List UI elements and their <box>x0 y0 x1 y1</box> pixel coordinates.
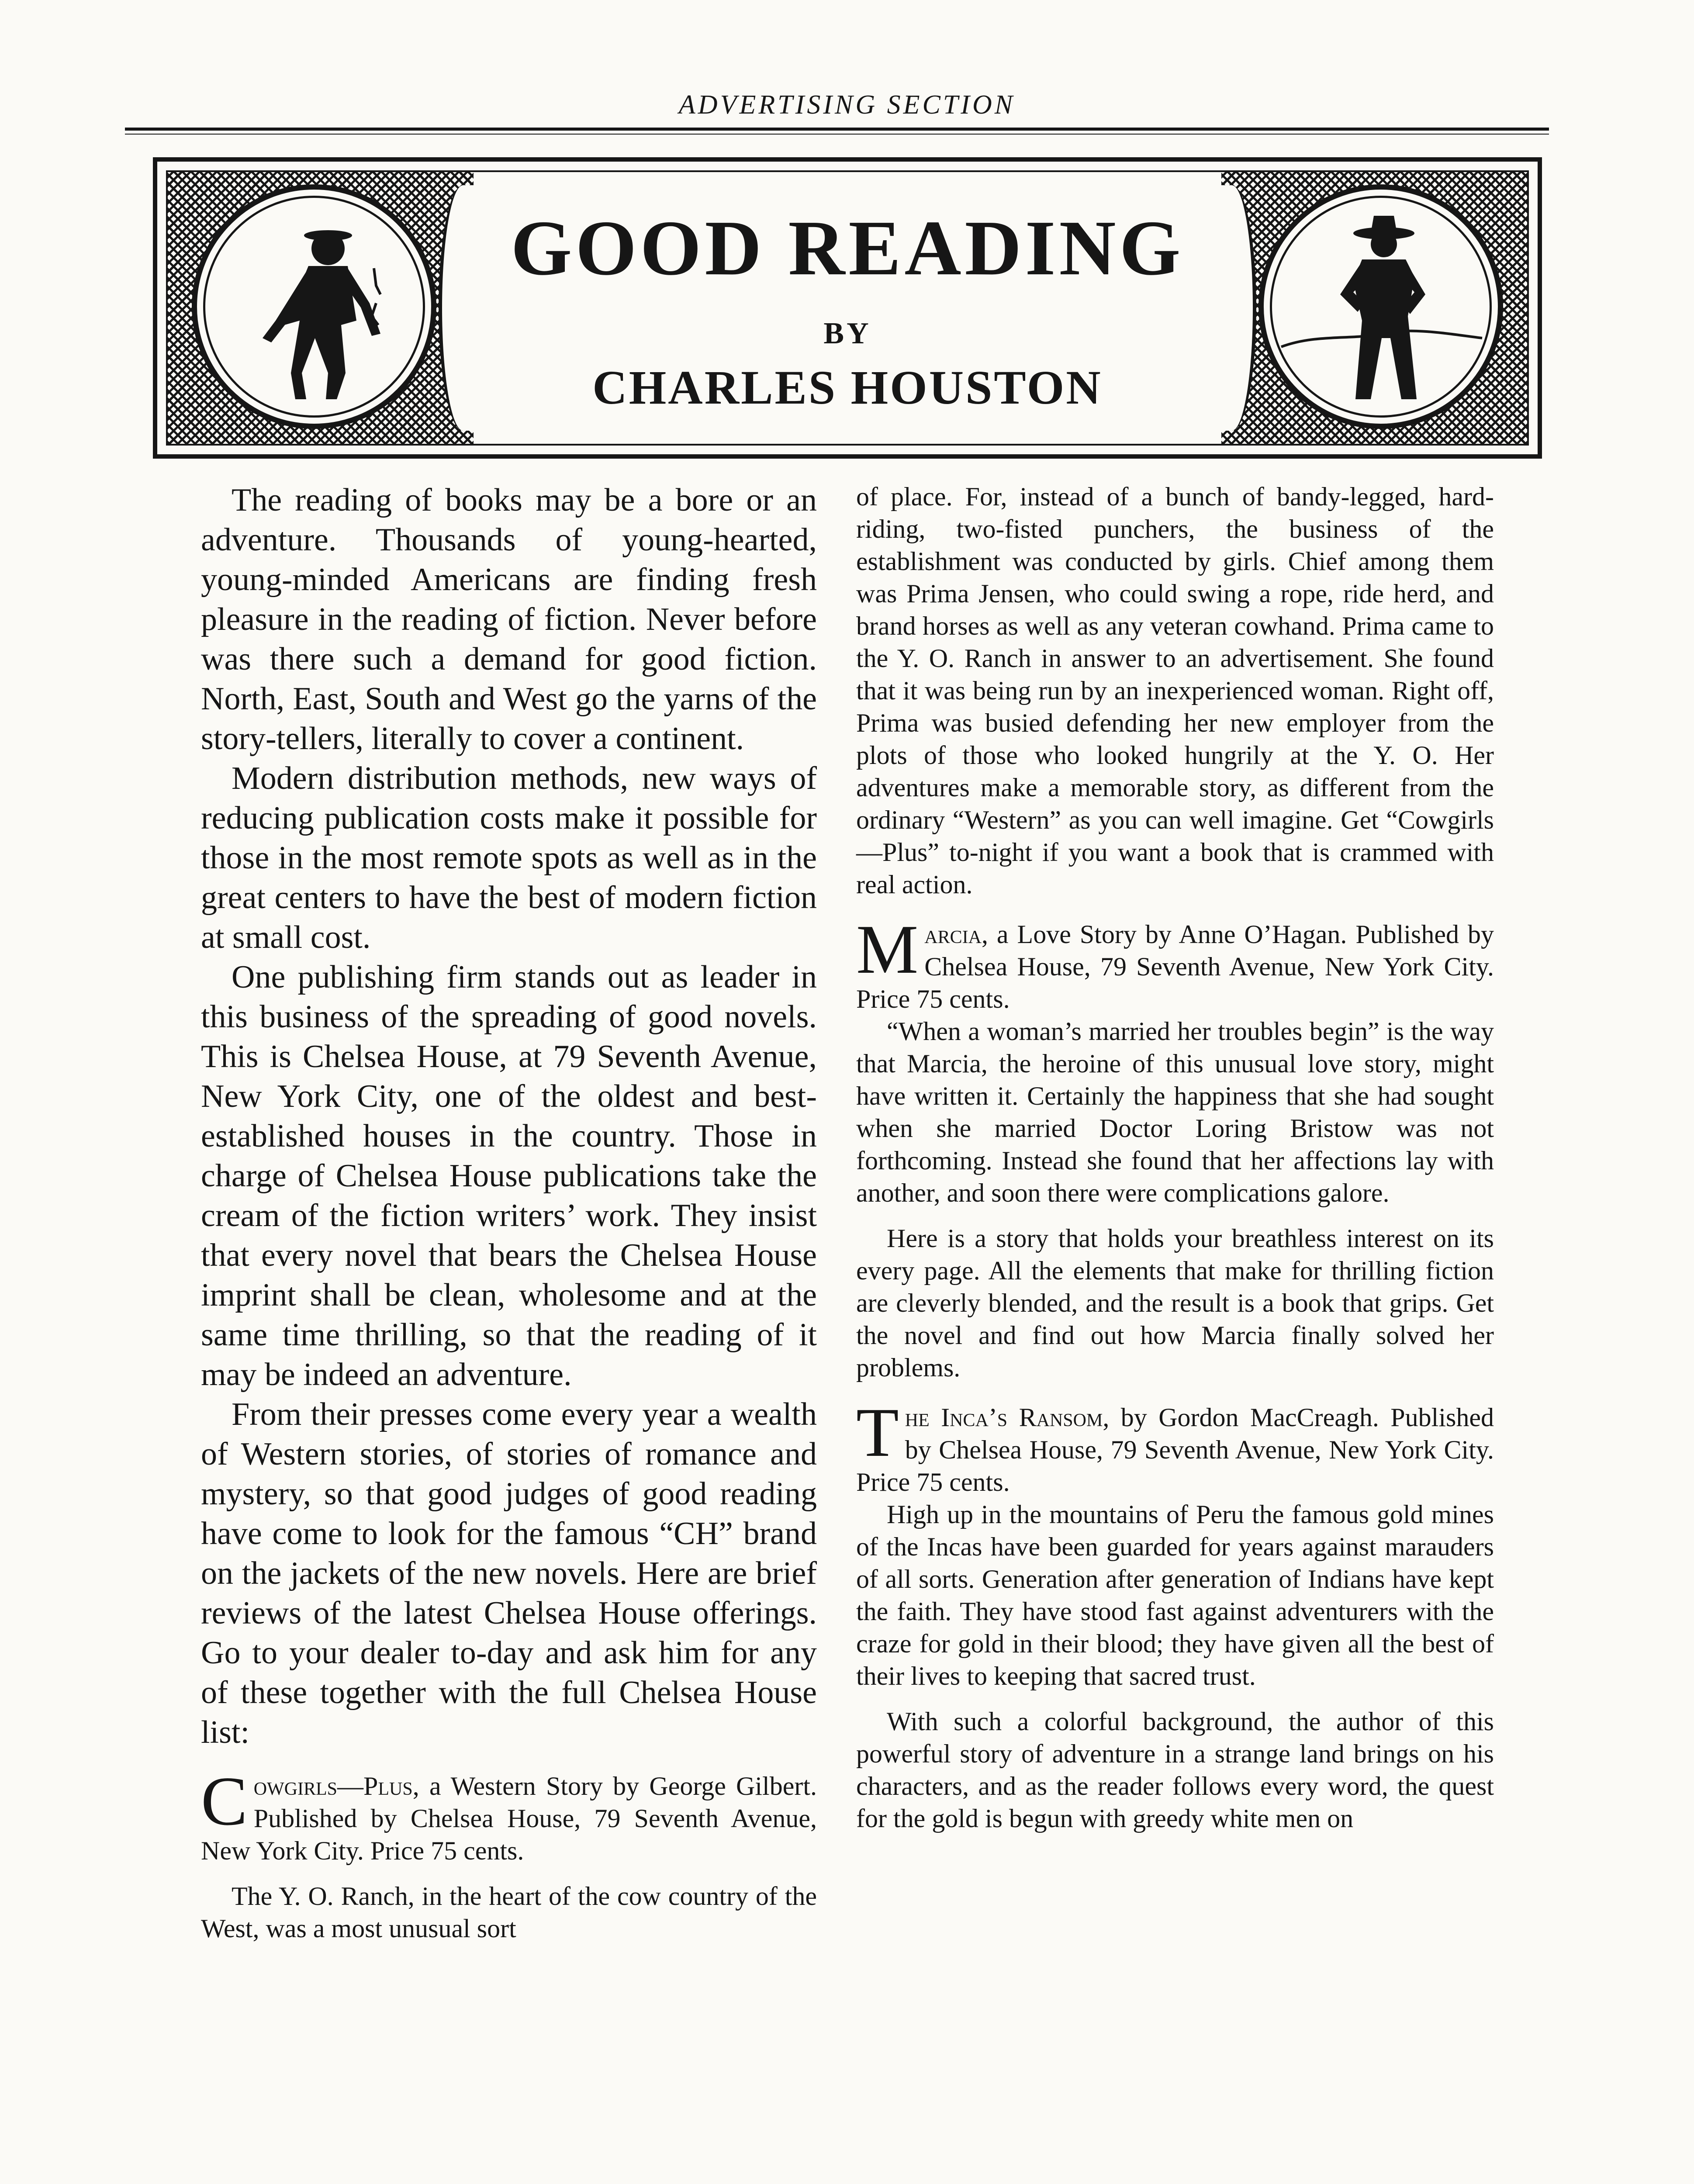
review-publication-info: , a Love Story by Anne O’Hagan. Published by Chelsea House, 79 Seventh Avenue, New York City. Price 75 cents. <box>856 920 1494 1013</box>
header-rule-thin <box>125 134 1549 135</box>
byline-label: BY <box>823 317 871 350</box>
review-cowgirls-plus <box>201 1762 817 1945</box>
drop-cap: C <box>201 1762 248 1840</box>
banner-inner-frame <box>166 170 1529 446</box>
review-publication-info: , by Gordon MacCreagh. Published by Chelsea House, 79 Seventh Avenue, New York City. Price 75 cents. <box>856 1403 1494 1496</box>
review-title: arcia <box>924 920 982 949</box>
review-body: “When a woman’s married her troubles begin” is the way that Marcia, the heroine of this unusual love story, might have written it. Certainly the happiness that she had sought when she married Doctor Loring Bristow was not forthcoming. Instead she found that her affections lay with another, and soon there were complications galore. <box>856 1017 1494 1207</box>
review-heading <box>201 1762 817 1867</box>
title-banner <box>153 157 1542 459</box>
page-title: GOOD READING <box>511 204 1184 291</box>
review-heading <box>856 1393 1494 1498</box>
review-body-continued: of place. For, instead of a bunch of bandy-legged, hard-riding, two-fisted punchers, the business of the establishment was conducted by girls. Chief among them was Prima Jensen, who could swing a rope, ride herd, and brand horses as well as any veteran cowhand. Prima came to the Y. O. Ranch in answer to an advertisement. She found that it was being run by an inexperienced woman. Right off, Prima was busied defending her new employer from the plots of those who looked hungrily at the Y. O. Her adventures make a memorable story, as different from the ordinary “Western” as you can well imagine. Get “Cowgirls—Plus” to-night if you want a book that is crammed with real action. <box>856 482 1494 899</box>
review-body: High up in the mountains of Peru the famous gold mines of the Incas have been guarded for years against marauders of all sorts. Generation after generation of Indians have kept the faith. They have stood fast against adventurers with the craze for gold in their blood; they have given all the best of their lives to keeping that sacred trust. <box>856 1500 1494 1690</box>
review-body: Here is a story that holds your breathless interest on its every page. All the elements that make for thrilling fiction are cleverly blended, and the result is a book that grips. Get the novel and find out how Marcia finally solved her problems. <box>856 1224 1494 1382</box>
intro-paragraph: Modern distribution methods, new ways of reducing publication costs make it possible for those in the most remote spots as well as in the great centers to have the best of modern fiction at small cost. <box>201 760 817 955</box>
author-name: CHARLES HOUSTON <box>592 361 1103 414</box>
intro-paragraph: From their presses come every year a wealth of Western stories, of stories of romance and mystery, so that good judges of good reading have come to look for the famous “CH” brand on the jackets of the new novels. Here are brief reviews of the latest Chelsea House offerings. Go to your dealer to-day and ask him for any of these together with the full Chelsea House list: <box>201 1396 817 1750</box>
review-marcia <box>856 910 1494 1384</box>
review-title: owgirls—Plus <box>253 1772 413 1800</box>
section-header: ADVERTISING SECTION <box>678 90 1016 120</box>
review-publication-info: , a Western Story by George Gilbert. Published by Chelsea House, 79 Seventh Avenue, New York City. Price 75 cents. <box>201 1772 817 1865</box>
right-column <box>856 480 1494 1835</box>
intro-paragraph: One publishing firm stands out as leader in this business of the spreading of good novels. This is Chelsea House, at 79 Seventh Avenue, New York City, one of the oldest and best-established houses in the country. Those in charge of Chelsea House publications take the cream of the fiction writers’ work. They insist that every novel that bears the Chelsea House imprint shall be clean, wholesome and at the same time thrilling, so that the reading of it may be indeed an adventure. <box>201 959 817 1393</box>
review-title: he Inca’s Ransom <box>905 1403 1103 1432</box>
review-body-start: The Y. O. Ranch, in the heart of the cow country of the West, was a most unusual sort <box>201 1882 817 1943</box>
intro-paragraph: The reading of books may be a bore or an adventure. Thousands of young-hearted, young-minded Americans are finding fresh pleasure in the reading of fiction. Never before was there such a demand for good fiction. North, East, South and West go the yarns of the story-tellers, literally to cover a continent. <box>201 482 817 757</box>
header-rule <box>125 128 1549 131</box>
review-heading <box>856 910 1494 1015</box>
drop-cap: M <box>856 910 919 988</box>
left-column <box>201 480 817 1945</box>
review-body: With such a colorful background, the author of this powerful story of adventure in a strange land brings on his characters, and as the reader follows every word, the quest for the gold is begun with greedy white men on <box>856 1707 1494 1833</box>
review-incas-ransom <box>856 1393 1494 1835</box>
drop-cap: T <box>856 1393 899 1471</box>
